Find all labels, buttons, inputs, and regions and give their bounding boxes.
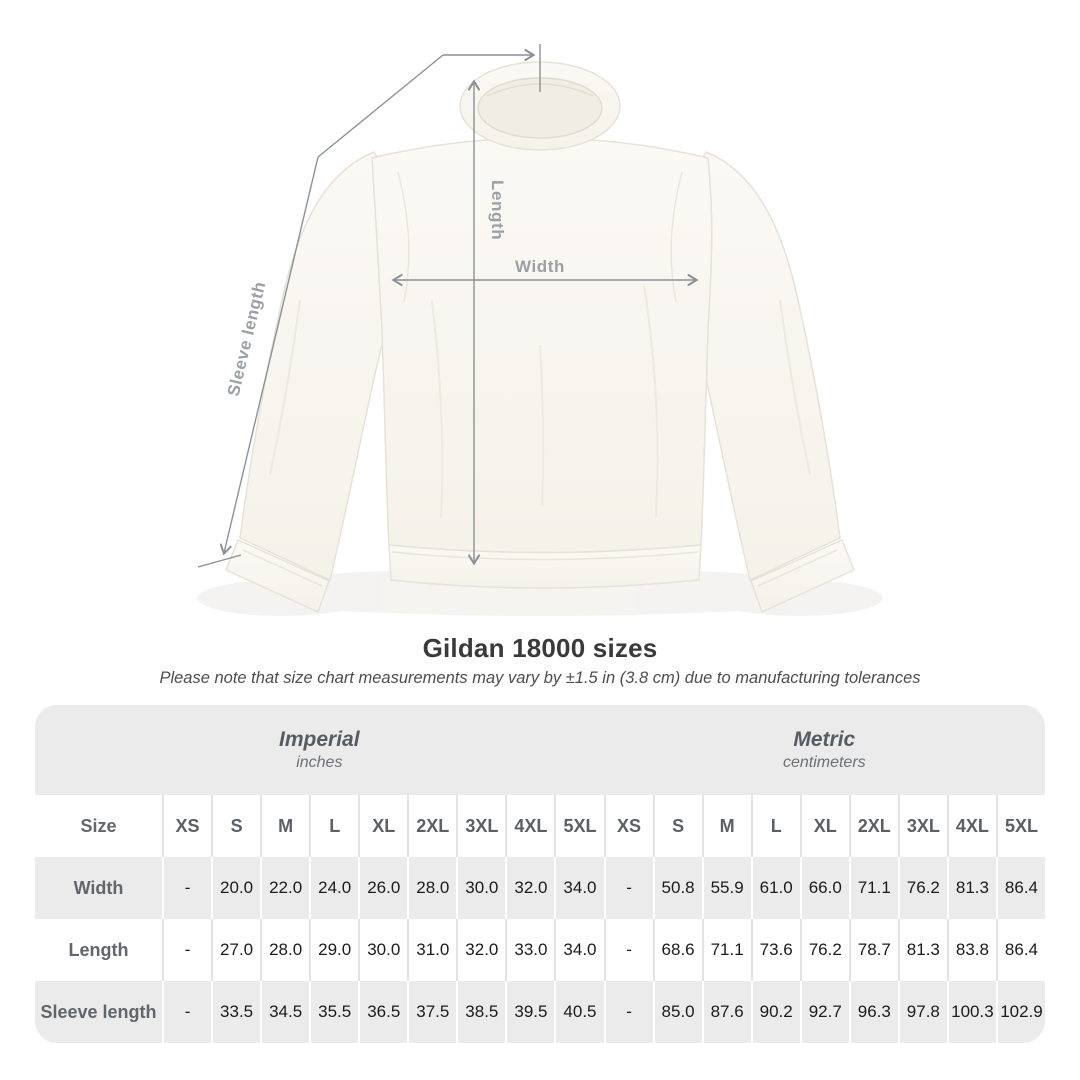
measurement-value-imperial: - bbox=[162, 981, 211, 1043]
measurement-value-imperial: 30.0 bbox=[358, 919, 407, 981]
size-col-header: 2XL bbox=[407, 795, 456, 857]
size-col-header: 3XL bbox=[898, 795, 947, 857]
measurement-value-imperial: 38.5 bbox=[456, 981, 505, 1043]
measurement-value-metric: 50.8 bbox=[653, 857, 702, 919]
sleeve-length-label: Sleeve length bbox=[223, 279, 270, 399]
measurement-value-imperial: 33.0 bbox=[505, 919, 554, 981]
measurement-value-metric: 92.7 bbox=[800, 981, 849, 1043]
length-label: Length bbox=[488, 180, 507, 241]
metric-title: Metric bbox=[793, 728, 856, 751]
measurement-value-metric: 81.3 bbox=[898, 919, 947, 981]
imperial-title: Imperial bbox=[279, 728, 360, 751]
measurement-value-metric: 73.6 bbox=[751, 919, 800, 981]
size-col-header: M bbox=[702, 795, 751, 857]
size-col-header: 5XL bbox=[554, 795, 603, 857]
measurement-value-imperial: 32.0 bbox=[505, 857, 554, 919]
measurement-value-metric: 71.1 bbox=[849, 857, 898, 919]
measurement-value-metric: 66.0 bbox=[800, 857, 849, 919]
measurement-value-imperial: 27.0 bbox=[211, 919, 260, 981]
measurement-value-imperial: 24.0 bbox=[309, 857, 358, 919]
sweatshirt-body bbox=[372, 138, 712, 588]
size-col-header: 3XL bbox=[456, 795, 505, 857]
measurement-value-metric: 68.6 bbox=[653, 919, 702, 981]
measurement-value-imperial: 33.5 bbox=[211, 981, 260, 1043]
measurement-value-metric: 86.4 bbox=[996, 857, 1045, 919]
measurement-value-imperial: 29.0 bbox=[309, 919, 358, 981]
size-col-header: S bbox=[653, 795, 702, 857]
measurement-value-metric: - bbox=[604, 857, 653, 919]
measurement-value-metric: - bbox=[604, 981, 653, 1043]
measurement-value-imperial: 34.0 bbox=[554, 857, 603, 919]
size-col-header: XL bbox=[358, 795, 407, 857]
measurement-value-metric: 71.1 bbox=[702, 919, 751, 981]
measurement-value-imperial: 39.5 bbox=[505, 981, 554, 1043]
size-row-label: Size bbox=[35, 795, 162, 857]
measurement-value-imperial: 28.0 bbox=[407, 857, 456, 919]
metric-header bbox=[604, 705, 1045, 795]
measurement-value-imperial: 37.5 bbox=[407, 981, 456, 1043]
measurement-value-metric: 83.8 bbox=[947, 919, 996, 981]
measurement-value-metric: 85.0 bbox=[653, 981, 702, 1043]
size-col-header: 4XL bbox=[505, 795, 554, 857]
measurement-value-imperial: 35.5 bbox=[309, 981, 358, 1043]
measurement-value-imperial: 32.0 bbox=[456, 919, 505, 981]
measurement-value-imperial: 34.0 bbox=[554, 919, 603, 981]
measurement-value-imperial: 30.0 bbox=[456, 857, 505, 919]
measurement-value-metric: - bbox=[604, 919, 653, 981]
imperial-unit: inches bbox=[296, 754, 343, 771]
measurement-value-imperial: - bbox=[162, 857, 211, 919]
measurement-value-metric: 100.3 bbox=[947, 981, 996, 1043]
size-col-header: L bbox=[751, 795, 800, 857]
measurement-value-imperial: 34.5 bbox=[260, 981, 309, 1043]
size-col-header: L bbox=[309, 795, 358, 857]
measurement-value-metric: 97.8 bbox=[898, 981, 947, 1043]
measurement-value-metric: 81.3 bbox=[947, 857, 996, 919]
size-table bbox=[35, 705, 1045, 1043]
measurement-value-metric: 96.3 bbox=[849, 981, 898, 1043]
metric-unit: centimeters bbox=[782, 754, 866, 771]
measurement-value-imperial: 22.0 bbox=[260, 857, 309, 919]
page-title: Gildan 18000 sizes bbox=[422, 633, 658, 663]
measurement-value-imperial: 40.5 bbox=[554, 981, 603, 1043]
unit-header bbox=[35, 705, 1045, 795]
size-grid bbox=[35, 795, 1045, 1043]
width-label: Width bbox=[514, 257, 566, 276]
measurement-value-imperial: 28.0 bbox=[260, 919, 309, 981]
measurement-value-metric: 76.2 bbox=[898, 857, 947, 919]
size-col-header: 5XL bbox=[996, 795, 1045, 857]
size-col-header: 2XL bbox=[849, 795, 898, 857]
size-col-header: M bbox=[260, 795, 309, 857]
measurement-value-imperial: 20.0 bbox=[211, 857, 260, 919]
measurement-value-metric: 78.7 bbox=[849, 919, 898, 981]
size-col-header: XS bbox=[604, 795, 653, 857]
measurement-value-metric: 86.4 bbox=[996, 919, 1045, 981]
imperial-header bbox=[35, 705, 604, 795]
measurement-value-imperial: 31.0 bbox=[407, 919, 456, 981]
measurement-value-metric: 87.6 bbox=[702, 981, 751, 1043]
size-col-header: S bbox=[211, 795, 260, 857]
measure-row-label: Width bbox=[35, 857, 162, 919]
size-col-header: 4XL bbox=[947, 795, 996, 857]
measure-row-label: Length bbox=[35, 919, 162, 981]
measurement-value-imperial: 36.5 bbox=[358, 981, 407, 1043]
measurement-value-imperial: 26.0 bbox=[358, 857, 407, 919]
measurement-value-metric: 76.2 bbox=[800, 919, 849, 981]
tolerance-note: Please note that size chart measurements may vary by ±1.5 in (3.8 cm) due to manufacturing tolerances bbox=[159, 669, 921, 687]
measurement-value-metric: 61.0 bbox=[751, 857, 800, 919]
size-col-header: XL bbox=[800, 795, 849, 857]
measurement-value-metric: 90.2 bbox=[751, 981, 800, 1043]
measurement-value-metric: 102.9 bbox=[996, 981, 1045, 1043]
measurement-value-metric: 55.9 bbox=[702, 857, 751, 919]
measurement-value-imperial: - bbox=[162, 919, 211, 981]
size-col-header: XS bbox=[162, 795, 211, 857]
measure-row-label: Sleeve length bbox=[35, 981, 162, 1043]
